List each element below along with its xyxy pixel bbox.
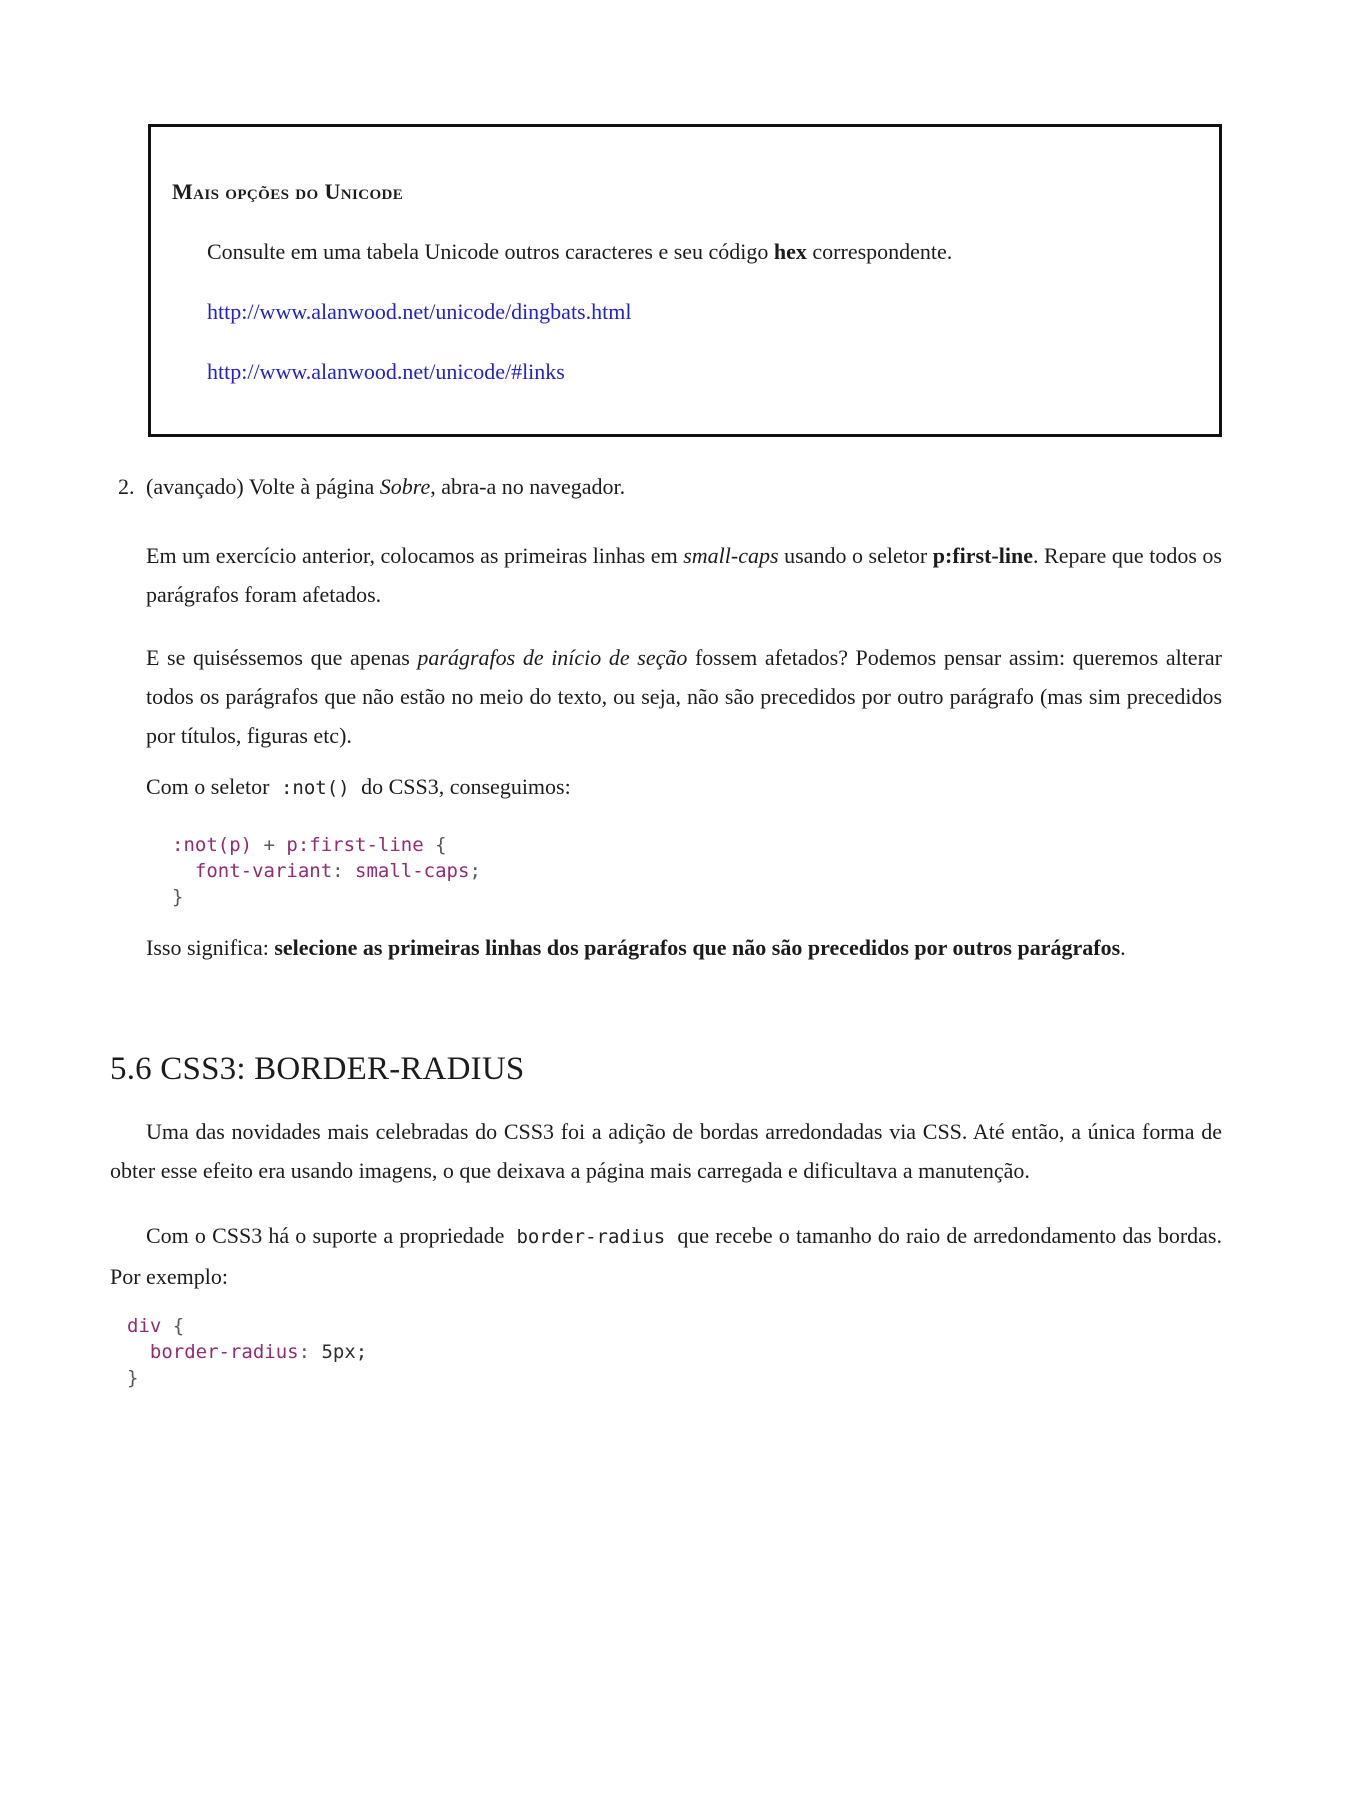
text-segment: :not() [280, 777, 350, 799]
text-segment: hex [773, 239, 807, 264]
text-segment: + [252, 834, 287, 856]
code-block-border-radius [127, 1313, 1222, 1391]
text-segment: Uma das novidades mais celebradas do CSS3 foi a adição de bordas arredondadas via CSS. Até então, a única forma de obter esse efeito era usando imagens, o que deixava a página mais carregada e dificultava a manutenção. [110, 1119, 1222, 1183]
paragraph-first-line-recap [146, 536, 1222, 614]
list-item-content [146, 474, 1222, 967]
text-segment: ; [469, 860, 481, 882]
code-line [172, 858, 1222, 884]
text-segment: border-radius [127, 1341, 299, 1363]
code-line [172, 832, 1222, 858]
callout-body-text [207, 239, 1179, 265]
paragraph-meaning [146, 928, 1222, 967]
text-segment: selecione as primeiras linhas dos parágrafos que não são precedidos por outros parágrafos [274, 935, 1121, 960]
text-segment: Consulte em uma tabela Unicode outros caracteres e seu código [207, 239, 774, 264]
text-segment: Em um exercício anterior, colocamos as primeiras linhas em [146, 543, 684, 568]
text-segment: fossem afetados? Podemos pensar assim: queremos alterar todos os parágrafos que não estão no meio do texto, ou seja, não são precedidos por outro parágrafo (mas sim precedidos por títulos, figuras etc). [146, 645, 1222, 748]
paragraph-not-selector-intro [146, 771, 1222, 804]
text-segment: usando o seletor [778, 543, 933, 568]
text-segment: :not(p) [172, 834, 253, 856]
text-segment: , abra-a no navegador. [430, 474, 626, 499]
text-segment: : [332, 860, 344, 882]
code-block-not-selector [172, 832, 1222, 910]
section-heading: 5.6 CSS3: BORDER-RADIUS [110, 1051, 525, 1087]
text-segment: { [161, 1315, 185, 1337]
text-segment: correspondente. [806, 239, 953, 264]
text-segment: small-caps [343, 860, 470, 882]
text-segment: small-caps [683, 543, 779, 568]
text-segment: Sobre [379, 474, 431, 499]
text-segment: parágrafos de início de seção [417, 645, 688, 670]
text-segment: div [127, 1315, 162, 1337]
paragraph-section-start-paragraphs [146, 638, 1222, 755]
text-segment: } [172, 886, 184, 908]
code-line [127, 1365, 1222, 1391]
list-item-number: 2. [118, 474, 135, 499]
unicode-links-link[interactable]: http://www.alanwood.net/unicode/#links [207, 359, 565, 384]
text-segment: border-radius [516, 1226, 666, 1248]
text-segment: Com o CSS3 há o suporte a propriedade [146, 1223, 511, 1248]
callout-title: Mais opções do Unicode [172, 179, 404, 204]
exercise-item-2 [118, 474, 1222, 967]
paragraph-border-radius-property [110, 1216, 1222, 1296]
text-segment: 5px; [310, 1341, 368, 1363]
text-segment: font-variant [172, 860, 333, 882]
text-segment: que recebe o tamanho do raio de arredondamento das bordas. Por exemplo: [110, 1223, 1222, 1289]
code-line [127, 1339, 1222, 1365]
unicode-dingbats-link[interactable]: http://www.alanwood.net/unicode/dingbats.html [207, 299, 632, 324]
text-segment: Com o seletor [146, 774, 275, 799]
text-segment: : [298, 1341, 311, 1363]
text-segment: (avançado) Volte à página [146, 474, 380, 499]
exercise-lead-text [146, 474, 1222, 500]
code-line [172, 884, 1222, 910]
text-segment: p:first-line [286, 834, 424, 856]
text-segment: do CSS3, conseguimos: [355, 774, 571, 799]
text-segment: E se quiséssemos que apenas [146, 645, 418, 670]
code-line [127, 1313, 1222, 1339]
text-segment: } [127, 1367, 139, 1389]
text-segment: . Repare que todos os parágrafos foram afetados. [146, 543, 1222, 607]
text-segment: { [423, 834, 447, 856]
section-border-radius [110, 1048, 1222, 1391]
unicode-callout-box [148, 124, 1222, 437]
text-segment: . [1120, 935, 1126, 960]
text-segment: Isso significa: [146, 935, 275, 960]
paragraph-border-radius-intro [110, 1112, 1222, 1190]
text-segment: p:first-line [932, 543, 1033, 568]
